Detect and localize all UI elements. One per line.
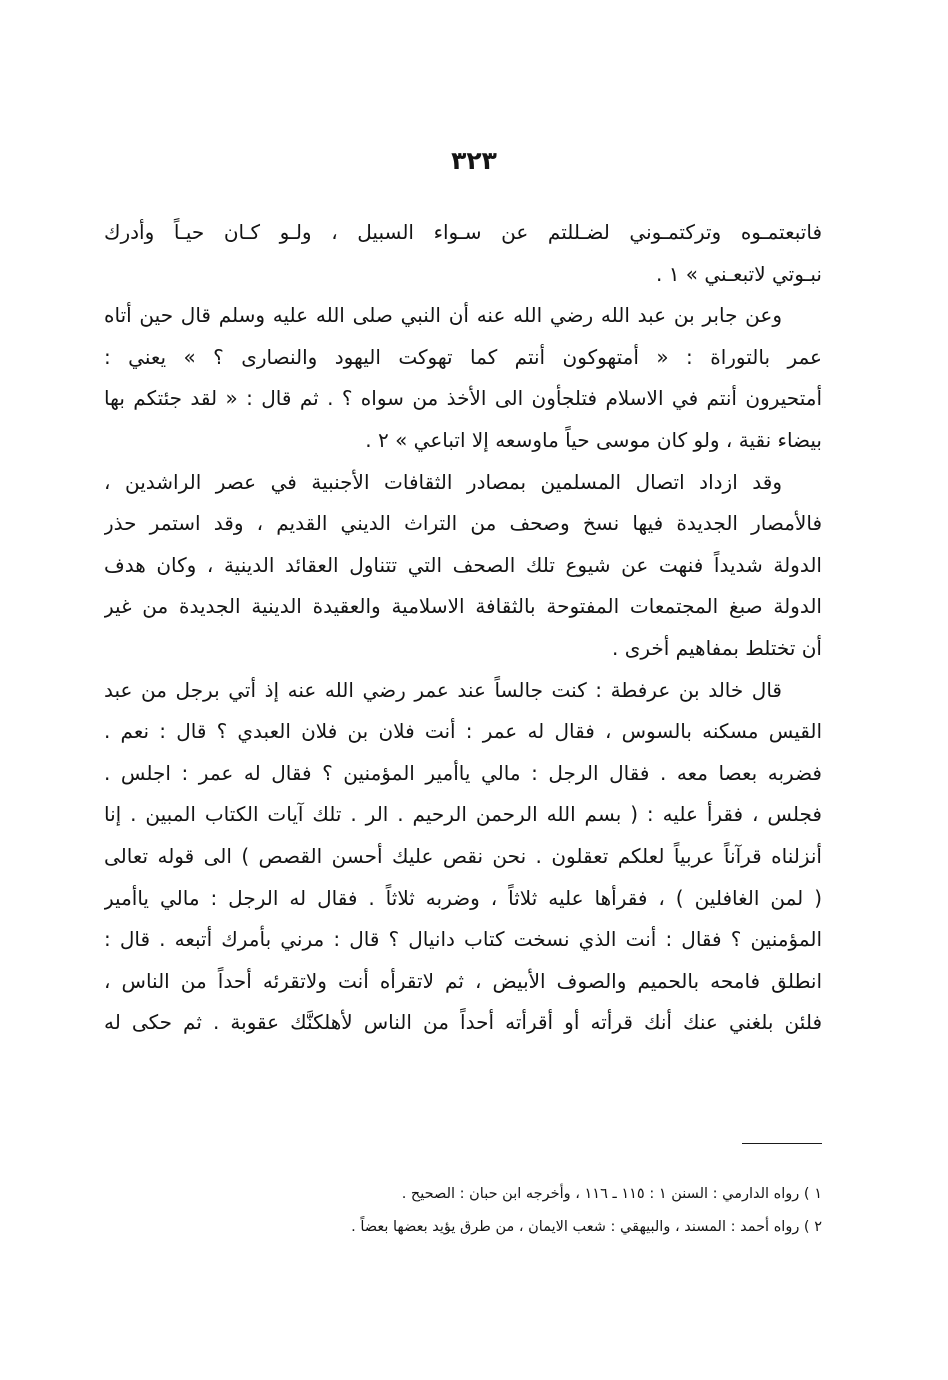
text-line: فاتبعتمـوه وتركتمـوني لضـللتم عن سـواء السبيل ، ولـو كـان حيـاً وأدرك [104,220,822,244]
page-number: ٣٢٣ [451,146,497,175]
text-line: عمر بالتوراة : « أمتهوكون أنتم كما تهوكت اليهود والنصارى ؟ » يعني : [104,344,822,369]
text-line: القيس مسكنه بالسوس ، فقال له عمر : أنت فلان بن فلان العبدي ؟ قال : نعم . [104,719,822,744]
text-line: فالأمصار الجديدة فيها نسخ وصحف من التراث الديني القديم ، وقد استمر حذر [104,511,822,536]
footnote: ٢ ) رواه أحمد : المسند ، والبيهقي : شعب الايمان ، من طرق يؤيد بعضها بعضاً . [351,1219,822,1235]
text-line: أنزلناه قرآناً عربياً لعلكم تعقلون . نحن نقص عليك أحسن القصص ) الى قوله تعالى [104,843,822,868]
text-line: ( لمن الغافلين ) ، فقرأها عليه ثلاثاً ، وضربه ثلاثاً . فقال له الرجل : مالي ياأمير [104,885,822,910]
body-text [104,212,822,1044]
footnote-separator [742,1143,822,1144]
text-line: الدولة شديداً فنهت عن شيوع تلك الصحف التي تتناول العقائد الدينية ، وكان هدف [104,552,822,577]
text-line: أمتحيرون أنتم في الاسلام فتلجأون الى الأخذ من سواه ؟ . ثم قال : « لقد جئتكم بها [104,386,822,411]
text-line: المؤمنين ؟ فقال : أنت الذي نسخت كتاب دانيال ؟ قال : مرني بأمرك أتبعه . قال : [104,927,822,952]
text-line: أن تختلط بمفاهيم أخرى . [612,635,822,660]
paragraph-first-line: قال خالد بن عرفطة : كنت جالساً عند عمر رضي الله عنه إذ أتي برجل من عبد [104,677,782,702]
text-line: انطلق فامحه بالحميم والصوف الأبيض ، ثم لاتقرأه أنت ولاتقرئه أحداً من الناس ، [104,968,822,993]
paragraph-first-line: وقد ازداد اتصال المسلمين بمصادر الثقافات الأجنبية في عصر الراشدين ، [104,469,782,494]
text-line: نبـوتي لاتبعـني » ١ . [655,261,822,286]
text-line: فلئن بلغني عنك أنك قرأته أو أقرأته أحداً من الناس لأهلكنَّك عقوبة . ثم حكى له [104,1010,822,1035]
text-line: فضربه بعصا معه . فقال الرجل : مالي ياأمير المؤمنين ؟ فقال له عمر : اجلس . [104,760,822,785]
text-line: بيضاء نقية ، ولو كان موسى حياً ماوسعه إلا اتباعي » ٢ . [365,427,822,452]
footnote: ١ ) رواه الدارمي : السنن ١ : ١١٥ ـ ١١٦ ، وأخرجه ابن حبان : الصحيح . [401,1186,822,1202]
footnotes [104,1178,822,1244]
text-line: فجلس ، فقرأ عليه : ( بسم الله الرحمن الرحيم . الر . تلك آيات الكتاب المبين . إنا [104,802,822,827]
text-line: الدولة صبغ المجتمعات المفتوحة بالثقافة الاسلامية والعقيدة الدينية الجديدة من غير [104,594,822,619]
paragraph-first-line: وعن جابر بن عبد الله رضي الله عنه أن النبي صلى الله عليه وسلم قال حين أتاه [104,303,782,328]
